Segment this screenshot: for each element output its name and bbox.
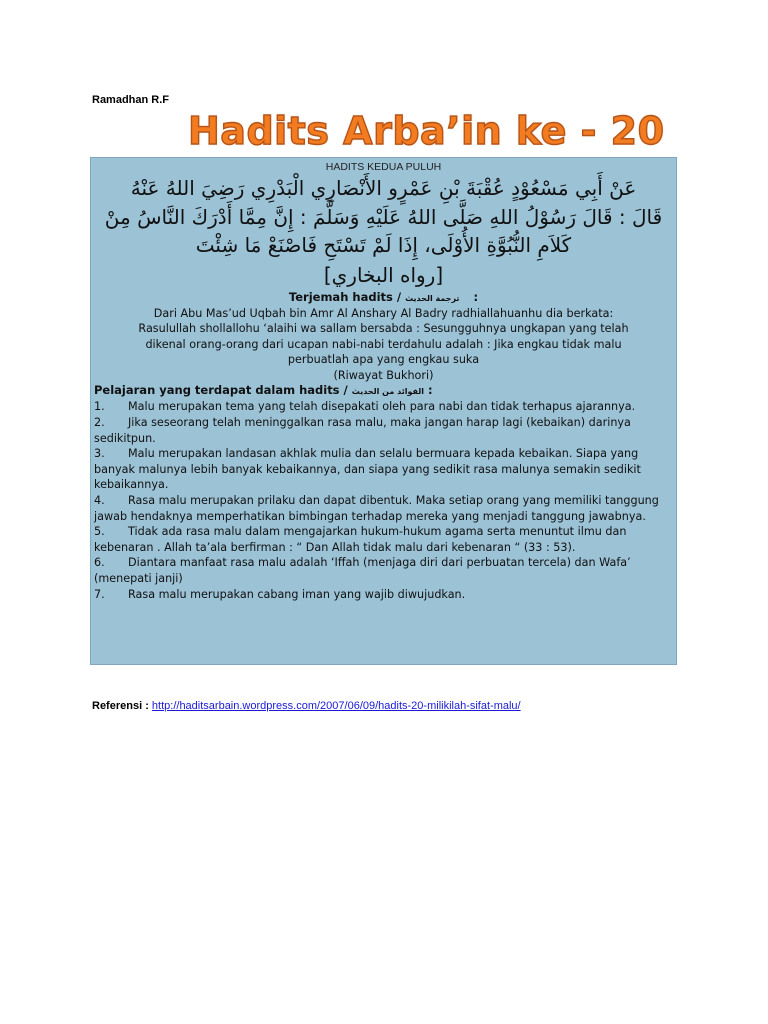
list-item-text: Rasa malu merupakan prilaku dan dapat dibentuk. Maka setiap orang yang memiliki tanggung jawab hendaknya memperhatikan bimbingan terhadap mereka yang menjadi tanggung jawabnya. (94, 494, 659, 523)
list-item-number: 5. (94, 525, 105, 539)
list-item-text: Diantara manfaat rasa malu adalah ‘Iffah (menjaga diri dari perbuatan tercela) dan Wafa’ (menepati janji) (94, 556, 631, 585)
translation-line: perbuatlah apa yang engkau suka (287, 353, 480, 367)
list-item (94, 415, 673, 446)
list-item-text: Tidak ada rasa malu dalam mengajarkan hukum-hukum agama serta menuntut ilmu dan kebenaran . Allah ta’ala berfirman : “ Dan Allah tidak malu dari kebenaran “ (33 : 53). (94, 525, 627, 554)
lessons-heading-label: Pelajaran yang terdapat dalam hadits / (94, 383, 348, 398)
translation-riwayat: (Riwayat Bukhori) (333, 368, 434, 382)
lessons-heading (91, 383, 676, 399)
list-item (94, 446, 673, 493)
list-item-number: 3. (94, 447, 105, 461)
translation-line: Dari Abu Mas’ud Uqbah bin Amr Al Anshary Al Badry radhiallahuanhu dia berkata: (153, 306, 614, 320)
arabic-reference: [رواه البخاري] (323, 262, 444, 287)
list-item (94, 524, 673, 555)
list-item (94, 587, 673, 603)
translation-heading (91, 290, 676, 306)
translation-line: Rasulullah shollallohu ‘alaihi wa sallam bersabda : Sesungguhnya ungkapan yang telah (138, 322, 629, 336)
list-item-number: 4. (94, 494, 105, 508)
list-item (94, 399, 673, 415)
arabic-text-line-3: كَلاَمِ النُّبُوَّةِ الأُوْلَى، إِذَا لَمْ تَسْتَحِ فَاصْنَعْ مَا شِئْتَ (195, 233, 572, 257)
list-item-number: 7. (94, 587, 105, 601)
reference-link[interactable]: http://haditsarbain.wordpress.com/2007/06/09/hadits-20-milikilah-sifat-malu/ (151, 700, 521, 712)
list-item-text: Malu merupakan tema yang telah disepakati oleh para nabi dan tidak terhapus ajarannya. (128, 400, 636, 414)
arabic-text-line-1: عَنْ أَبِي مَسْعُوْدٍ عُقْبَةَ بْنِ عَمْرٍو الأَنْصَارِي الْبَدْرِي رَضِيَ اللهُ عَنْهُ (130, 176, 637, 200)
list-item-text: Rasa malu merupakan cabang iman yang wajib diwujudkan. (128, 587, 466, 601)
lessons-heading-arabic: الفوائد من الحديث (351, 387, 424, 397)
list-item (94, 493, 673, 524)
author-name: Ramadhan R.F (92, 94, 170, 106)
list-item-number: 2. (94, 416, 105, 430)
lessons-list (91, 399, 676, 602)
lessons-heading-suffix: : (428, 383, 433, 398)
hadith-box (90, 157, 677, 665)
translation-heading-suffix: : (473, 289, 479, 304)
translation-line: dikenal orang-orang dari ucapan nabi-nabi terdahulu adalah : Jika engkau tidak malu (145, 337, 622, 351)
list-item-text: Malu merupakan landasan akhlak mulia dan selalu bermuara kepada kebaikan. Siapa yang banyak malunya lebih banyak kebaikannya, dan siapa yang sedikit rasa malunya semakin sedikit kebaikannya. (94, 447, 641, 492)
box-heading: HADITS KEDUA PULUH (325, 161, 442, 173)
list-item-text: Jika seseorang telah meninggalkan rasa malu, maka jangan harap lagi (kebaikan) darinya sedikitpun. (94, 416, 631, 445)
reference-label: Referensi : (92, 700, 149, 712)
list-item-number: 1. (94, 400, 105, 414)
document-title: Hadits Arba’in ke - 20 (188, 109, 665, 153)
translation-heading-label: Terjemah hadits / (288, 289, 402, 304)
translation-heading-arabic: ترجمة الحديث (405, 293, 460, 303)
list-item (94, 555, 673, 586)
reference-line (92, 700, 521, 712)
list-item-number: 6. (94, 556, 105, 570)
arabic-text-line-2: قَالَ : قَالَ رَسُوْلُ اللهِ صَلَّى اللهُ عَلَيْهِ وَسَلَّمَ : إِنَّ مِمَّا أَدْرَكَ النَّاسُ مِنْ (104, 204, 663, 229)
